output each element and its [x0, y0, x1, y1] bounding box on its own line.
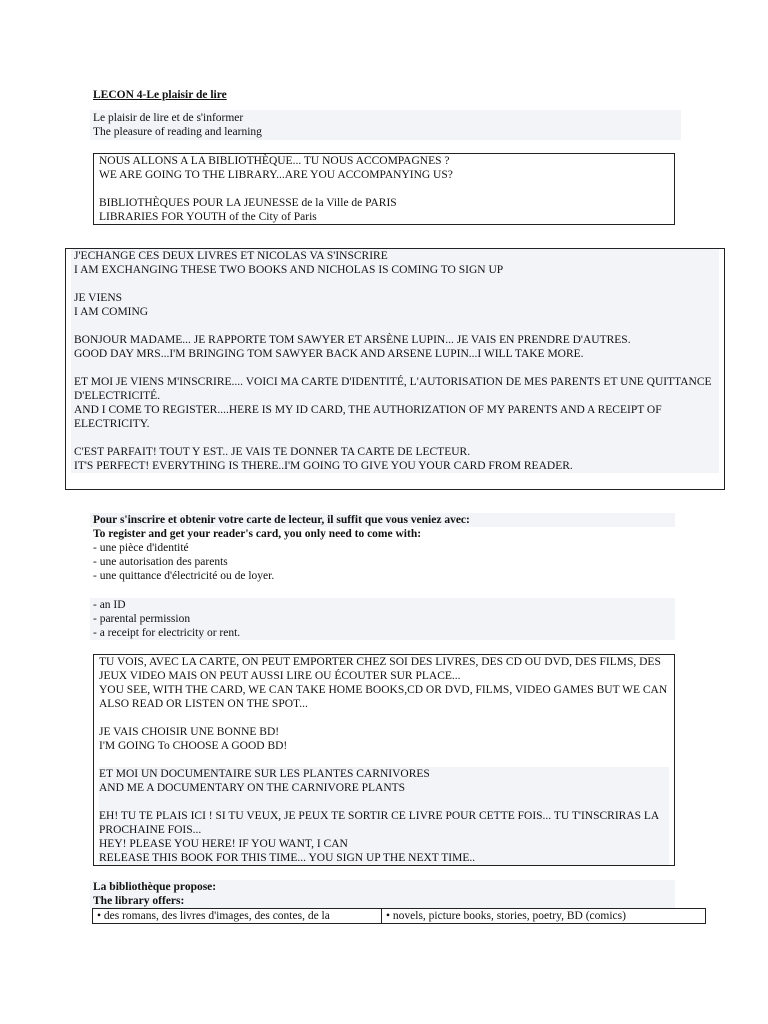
box3-line-2: YOU SEE, WITH THE CARD, WE CAN TAKE HOME BOOKS,CD OR DVD, FILMS, VIDEO GAMES BUT WE CAN ALSO READ OR LISTEN ON THE SPOT...: [99, 684, 668, 710]
requirements-heading-en: To register and get your reader's card, you only need to come with:: [93, 528, 422, 540]
requirements-english: [90, 598, 675, 640]
box2-line-3: JE VIENS: [74, 292, 123, 304]
box3-line-8: HEY! PLEASE YOU HERE! IF YOU WANT, I CAN: [99, 838, 348, 850]
box3-shaded-block: [99, 767, 669, 865]
box1-library-en: [99, 210, 669, 224]
box3-line-7: EH! TU TE PLAIS ICI ! SI TU VEUX, JE PEUX TE SORTIR CE LIVRE POUR CETTE FOIS... TU T'INSCRIRAS LA PROCHAINE FOIS...: [99, 810, 659, 836]
box2-line-8: AND I COME TO REGISTER....HERE IS MY ID CARD, THE AUTHORIZATION OF MY PARENTS AND A RECEIPT OF ELECTRICITY.: [74, 404, 662, 430]
box3-line-3: JE VAIS CHOISIR UNE BONNE BD!: [99, 726, 280, 738]
offers-heading-fr: La bibliothèque propose:: [93, 881, 217, 893]
box2-line-6: GOOD DAY MRS...I'M BRINGING TOM SAWYER BACK AND ARSENE LUPIN...I WILL TAKE MORE.: [74, 348, 584, 360]
box2-line-5: BONJOUR MADAME... JE RAPPORTE TOM SAWYER ET ARSÈNE LUPIN... JE VAIS EN PRENDRE D'AUTRES.: [74, 334, 631, 346]
box3-line-4: I'M GOING To CHOOSE A GOOD BD!: [99, 740, 288, 752]
box2-content: [71, 249, 719, 473]
box1-library-en-caps: LIBRARIES FOR YOUTH: [99, 211, 230, 223]
box3-line-1: TU VOIS, AVEC LA CARTE, ON PEUT EMPORTER CHEZ SOI DES LIVRES, DES CD OU DVD, DES FILMS, DES JEUX VIDEO MAIS ON PEUT AUSSI LIRE OU ÉCOUTER SUR PLACE...: [99, 656, 661, 682]
offers-heading-en: The library offers:: [93, 895, 185, 907]
requirements-heading-fr: Pour s'inscrire et obtenir votre carte de lecteur, il suffit que vous veniez avec:: [90, 513, 675, 527]
box2-line-1: J'ECHANGE CES DEUX LIVRES ET NICOLAS VA S'INSCRIRE: [74, 250, 388, 262]
offers-table: [92, 908, 706, 924]
box3-line-6: AND ME A DOCUMENTARY ON THE CARNIVORE PLANTS: [99, 782, 406, 794]
box2-line-2: I AM EXCHANGING THESE TWO BOOKS AND NICHOLAS IS COMING TO SIGN UP: [74, 264, 504, 276]
box2-line-7: ET MOI JE VIENS M'INSCRIRE.... VOICI MA CARTE D'IDENTITÉ, L'AUTORISATION DE MES PARENTS ET UNE QUITTANCE D'ELECTRICITÉ.: [74, 376, 712, 402]
offers-cell-fr: • des romans, des livres d'images, des contes, de la: [93, 909, 382, 924]
intro-english: The pleasure of reading and learning: [93, 126, 262, 138]
requirement-item: - parental permission: [93, 613, 191, 625]
intro-french: Le plaisir de lire et de s'informer: [93, 112, 244, 124]
box3-line-5: ET MOI UN DOCUMENTAIRE SUR LES PLANTES CARNIVORES: [99, 768, 430, 780]
dialogue-box-exchange: [65, 248, 725, 490]
box1-line-en: WE ARE GOING TO THE LIBRARY...ARE YOU ACCOMPANYING US?: [99, 169, 453, 181]
requirement-item: - une autorisation des parents: [93, 556, 228, 568]
box2-line-9: C'EST PARFAIT! TOUT Y EST.. JE VAIS TE DONNER TA CARTE DE LECTEUR.: [74, 446, 471, 458]
lesson-title: LECON 4-Le plaisir de lire: [93, 89, 227, 101]
intro-block: [90, 110, 681, 140]
offers-cell-en: • novels, picture books, stories, poetry, BD (comics): [382, 909, 706, 924]
box1-library-en-city: of the City of Paris: [229, 211, 317, 223]
requirement-item: - une pièce d'identité: [93, 542, 189, 554]
box1-library-fr-caps: BIBLIOTHÈQUES POUR LA JEUNESSE: [99, 197, 302, 209]
dialogue-box-card: [93, 654, 675, 866]
table-row: [93, 909, 706, 924]
box1-line-fr: NOUS ALLONS A LA BIBLIOTHÈQUE... TU NOUS ACCOMPAGNES ?: [99, 155, 450, 167]
box1-library-fr: [99, 196, 669, 210]
requirement-item: - une quittance d'électricité ou de loyer.: [93, 570, 275, 582]
requirement-item: - a receipt for electricity or rent.: [93, 627, 241, 639]
dialogue-box-library: [93, 153, 675, 225]
box2-line-4: I AM COMING: [74, 306, 149, 318]
box2-line-10: IT'S PERFECT! EVERYTHING IS THERE..I'M GOING TO GIVE YOU YOUR CARD FROM READER.: [74, 460, 573, 472]
requirements-french: [90, 513, 675, 583]
library-offers-heading: [90, 880, 675, 908]
requirement-item: - an ID: [93, 599, 126, 611]
box3-line-9: RELEASE THIS BOOK FOR THIS TIME... YOU SIGN UP THE NEXT TIME..: [99, 852, 476, 864]
box1-library-fr-city: de la Ville de PARIS: [301, 197, 397, 209]
